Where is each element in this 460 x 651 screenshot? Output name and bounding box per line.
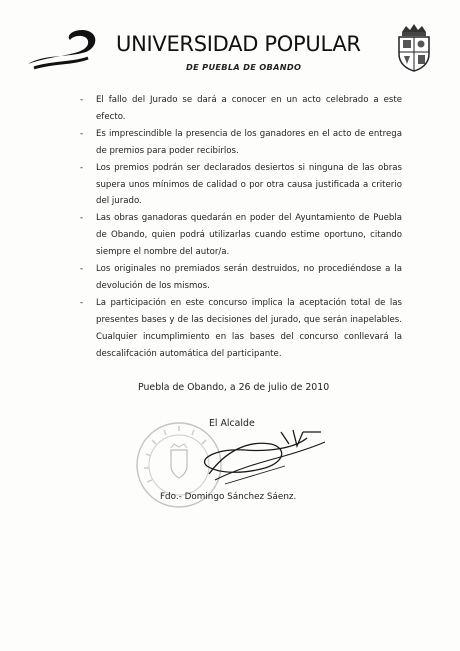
signature-icon: [185, 422, 330, 490]
list-dash: -: [80, 213, 84, 224]
place-date: Puebla de Obando, a 26 de julio de 2010: [138, 382, 330, 393]
clause-list: [80, 92, 402, 363]
clause-text: Es imprescindible la presencia de los ganadores en el acto de entrega de premios para poder recibirlos.: [96, 128, 402, 156]
swoosh-logo-icon: [26, 24, 102, 72]
clause-text: Los premios podrán ser declarados desiertos si ninguna de las obras supera unos mínimos de calidad o por otra causa justificada a criterio del jurado.: [96, 162, 402, 207]
clause-text: Los originales no premiados serán destruidos, no procediéndose a la devolución de los mismos.: [96, 264, 402, 291]
page-subtitle: DE PUEBLA DE OBANDO: [186, 62, 302, 72]
list-dash: -: [80, 128, 84, 139]
signer-name: Fdo.- Domingo Sánchez Sáenz.: [160, 492, 297, 502]
clause-text: La participación en este concurso implica la aceptación total de las presentes bases y de las decisiones del jurado, que serán inapelables. Cualquier incumplimiento en las bases del concurso conllevará la descalifcación automática del participante.: [96, 297, 402, 359]
page-title: UNIVERSIDAD POPULAR: [116, 32, 361, 56]
list-item: [80, 126, 402, 160]
list-item: [80, 92, 402, 126]
list-item: [80, 210, 402, 261]
list-dash: -: [80, 95, 84, 105]
clause-text: El fallo del Jurado se dará a conocer en un acto celebrado a este efecto.: [96, 95, 402, 122]
clause-text: Las obras ganadoras quedarán en poder del Ayuntamiento de Puebla de Obando, quien podrá utilizarlas cuando estime oportuno, citando siempre el nombre del autor/a.: [96, 213, 402, 258]
list-item: [80, 295, 402, 363]
list-dash: -: [80, 162, 84, 173]
list-item: [80, 261, 402, 295]
coat-of-arms-icon: [394, 22, 434, 72]
signer-title: El Alcalde: [209, 418, 255, 429]
list-dash: -: [80, 297, 84, 308]
list-dash: -: [80, 264, 84, 275]
list-item: [80, 160, 402, 211]
